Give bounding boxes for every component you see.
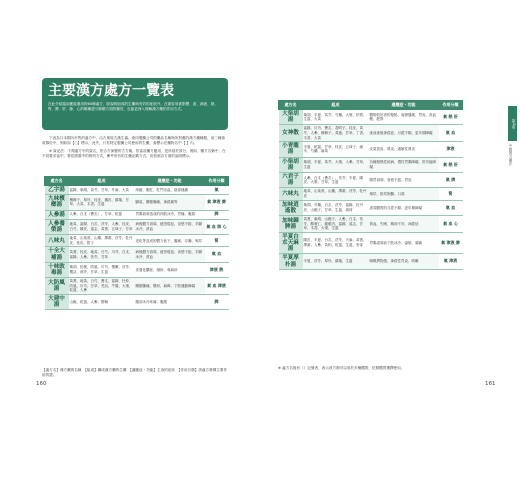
- prescription-name: 小青龍湯: [279, 142, 303, 157]
- prescription-name: 小柴胡湯: [279, 157, 303, 172]
- symptoms-cell: 頻尿、排尿困難、口渴: [369, 188, 439, 200]
- symptoms-cell: 貧血、失眠、精神不安、神經症: [369, 216, 439, 233]
- table-row: [279, 254, 463, 269]
- table-notes: 【處方名】漢方藥的名稱 【組成】構成漢方藥的生藥 【適應症・功能】主治的症狀 【作用分類】該處方發揮主要作用的證。: [42, 368, 228, 377]
- prescription-name: 人參湯: [45, 210, 69, 219]
- table-row: [279, 142, 463, 157]
- page-number: 160: [36, 381, 47, 387]
- table-row: [45, 210, 229, 219]
- effect-cell: 氣 血 心: [439, 216, 463, 233]
- chapter-subtitle: 中醫的方藥法: [509, 144, 513, 166]
- effect-cell: 氣 津液 脾: [205, 195, 229, 210]
- prescription-name: 半夏白朮天麻湯: [279, 232, 303, 254]
- prescription-name: 乙字湯: [45, 186, 69, 195]
- prescription-name: 十全大補湯: [45, 247, 69, 262]
- ingredients-cell: 當歸、柴胡、黃芩、甘草、升麻、大黃: [69, 186, 135, 195]
- ingredients-cell: 柴胡、桔梗、防風、川芎、樸樕、茯苓、獨活、荊芥、甘草、生薑: [69, 262, 135, 277]
- effect-cell: 津液: [439, 142, 463, 157]
- prescription-name: 半夏厚朴湯: [279, 254, 303, 269]
- table-row: [279, 232, 463, 254]
- lead-text: [42, 136, 226, 162]
- symptoms-cell: 體格較好者的便秘、肩膀僵硬、胃炎、高血壓、肥胖: [369, 110, 439, 125]
- left-page: [36, 78, 262, 420]
- ingredients-cell: 柴胡、半夏、黃芩、芍藥、大棗、枳實、生薑、大黃: [303, 110, 369, 125]
- intro-text: 在此介紹臨床應能運用的60種處方，除說明組成的生藥與有效的症狀外，在最容易被影響、虛、津液、熱、腎、脾、肝、肺、心的哪種證分類哪方面的藥效，也能更深入理解漢方藥的作用方式。: [48, 102, 218, 111]
- table-row: [45, 235, 229, 247]
- ingredients-cell: 山椒、乾薑、人參、膠飴: [69, 295, 135, 310]
- effect-cell: 氣 血: [439, 200, 463, 215]
- symptoms-cell: 支氣管炎、鼻炎、過敏性鼻炎: [369, 142, 439, 157]
- symptoms-cell: 痔瘡、脫肛、肛門出血、陰部搔癢: [135, 186, 205, 195]
- header-name: 處方名: [45, 177, 69, 186]
- table-row: [45, 278, 229, 295]
- ingredients-cell: 檳榔子、厚朴、桂皮、橘皮、蘇葉、甘草、大黃、木香、生薑: [69, 195, 135, 210]
- prescription-name: 大建中湯: [45, 295, 69, 310]
- table-row: [279, 110, 463, 125]
- symptoms-cell: 腸胃衰弱、食慾不振、胃炎: [369, 173, 439, 188]
- header-symptoms: 適應症・功能: [135, 177, 205, 186]
- table-row: [45, 186, 229, 195]
- page-title: 主要漢方處方一覽表: [48, 83, 174, 99]
- table-body: [279, 110, 463, 270]
- header-ingredients: 組成: [69, 177, 135, 186]
- prescription-name: 人參養榮湯: [45, 219, 69, 234]
- right-page: [272, 78, 517, 420]
- prescription-name: 九味檳榔湯: [45, 195, 69, 210]
- effect-cell: 氣 脾: [439, 173, 463, 188]
- prescription-name: 大柴胡湯: [279, 110, 303, 125]
- ingredients-cell: 半夏、茯苓、厚朴、蘇葉、生薑: [303, 254, 369, 269]
- ingredients-cell: 人參、白朮（蒼朮）、甘草、乾薑: [69, 210, 135, 219]
- symptoms-cell: 產前產後神經症、月經不順、更年期障礙: [369, 125, 439, 142]
- table-row: [279, 173, 463, 188]
- ingredients-cell: 人參、白朮（蒼朮）、茯苓、半夏、陳皮、大棗、甘草、生薑: [303, 173, 369, 188]
- prescription-name: 加味歸脾湯: [279, 216, 303, 233]
- header-name: 處方名: [279, 101, 303, 110]
- table-header-row: [279, 101, 463, 110]
- effect-cell: 氣 血 肺 心: [205, 219, 229, 234]
- effect-cell: 脾: [205, 295, 229, 310]
- effect-cell: 津液 熱: [205, 262, 229, 277]
- chapter-tab: 第3章: [508, 106, 517, 141]
- prescription-name: 六味丸: [279, 188, 303, 200]
- effect-cell: 氣 津液 脾: [439, 232, 463, 254]
- symptoms-cell: 關節腫痛、變形、麻痺、下肢運動障礙: [135, 278, 205, 295]
- ingredients-cell: 地黃、當歸、白朮、茯苓、人參、桂皮、白芍、陳皮、遠志、黃耆、五味子、甘草: [69, 219, 135, 234]
- prescription-name: 十味敗毒湯: [45, 262, 69, 277]
- table-row: [279, 216, 463, 233]
- symptoms-cell: 老化等造成的體力低下、腰痛、浮腫、頻尿: [135, 235, 205, 247]
- header-symptoms: 適應症・功能: [369, 101, 439, 110]
- symptoms-cell: 各種發熱性疾病、慢性胃腸障礙、肝功能障礙: [369, 157, 439, 172]
- effect-cell: 腎: [205, 235, 229, 247]
- ingredients-cell: 黃耆、桂皮、地黃、白芍、川芎、白朮、當歸、人參、茯苓、甘草: [69, 247, 135, 262]
- prescription-name: 加味逍遙散: [279, 200, 303, 215]
- ingredients-cell: 柴胡、芍藥、白朮、茯苓、當歸、牡丹皮、山梔子、甘草、生薑、薄荷: [303, 200, 369, 215]
- ingredients-cell: 地黃、山茱萸、山藥、澤瀉、茯苓、牡丹皮、桂皮、附子: [69, 235, 135, 247]
- table-header-row: [45, 177, 229, 186]
- ingredients-cell: 柴胡、半夏、黃芩、大棗、人參、甘草、生薑: [303, 157, 369, 172]
- prescription-name: 六君子湯: [279, 173, 303, 188]
- title-box: [42, 78, 228, 130]
- effect-cell: 氣: [205, 186, 229, 195]
- effect-cell: 氣 血: [205, 247, 229, 262]
- header-ingredients: 組成: [303, 101, 369, 110]
- lead-paragraph: 下表為日本國內市售的處方中，由古與原古漢生審、會同製藥公司的藥品名稱與所對應的漢方藥種類，前三種會收錄於中，例如如【○】標示，此外，只有特定製藥公司使用的生藥，會標示在藥物名中【 】內。: [42, 136, 226, 146]
- table-row: [279, 188, 463, 200]
- table-row: [45, 195, 229, 210]
- effect-cell: 腎: [439, 188, 463, 200]
- ingredients-cell: 黃耆、柴胡、山梔子、人參、白朮、茯苓、酸棗仁、龍眼肉、當歸、遠志、甘草、木香、大棗、生薑: [303, 216, 369, 233]
- effect-cell: 氣 血 津液: [205, 278, 229, 295]
- lead-paragraph: ※ 資記法：下劑處方中的資名，依合方演變的古方稱，依當前藥方應用，是所基於該分，例如，藥方名稱中，在不同要求當中，要依照書中的排列方式，參考所有的生藥記載方式，但依照各方面的說明標示。: [42, 148, 226, 159]
- effect-cell: 氣 血: [439, 125, 463, 142]
- effect-cell: 氣 津液: [439, 254, 463, 269]
- symptoms-cell: 病後體力衰弱、疲勞倦怠、食慾不振、手腳冰冷、貧血: [135, 219, 205, 234]
- header-effect: 作用分類: [439, 101, 463, 110]
- table-row: [45, 219, 229, 234]
- symptoms-cell: 虛弱體質的月經不順、更年期障礙: [369, 200, 439, 215]
- table-row: [45, 247, 229, 262]
- symptoms-cell: 咽喉異物感、神經性胃炎、咳嗽: [369, 254, 439, 269]
- prescription-name: 女神散: [279, 125, 303, 142]
- effect-cell: 脾: [205, 210, 229, 219]
- ingredients-cell: 黃耆、地黃、白芍、蒼朮、當歸、杜仲、防風、川芎、甘草、羌活、牛膝、大棗、乾薑、人參: [69, 278, 135, 295]
- symptoms-cell: 皮膚化膿症、濕疹、蕁麻疹: [135, 262, 205, 277]
- page-number: 161: [485, 381, 496, 387]
- symptoms-cell: 腹部冰冷疼痛、腹脹: [135, 295, 205, 310]
- effect-cell: 氣 熱 肝: [439, 157, 463, 172]
- ingredients-cell: 半夏、乾薑、甘草、桂皮、五味子、細辛、芍藥、麻黃: [303, 142, 369, 157]
- symptoms-cell: 腳氣、關節腫痛、神經痛等: [135, 195, 205, 210]
- table-body: [45, 186, 229, 310]
- table-row: [45, 295, 229, 310]
- symptoms-cell: 病後體力衰弱、疲勞倦怠、食慾不振、手腳冰冷、貧血: [135, 247, 205, 262]
- prescription-table: [278, 100, 463, 270]
- symptoms-cell: 胃腸衰弱造成的四肢冰冷、胃痛、腹瀉: [135, 210, 205, 219]
- ingredients-cell: 當歸、川芎、蒼朮、香附子、桂皮、黃芩、人參、檳榔子、黃連、甘草、丁香、木香、大黃: [303, 125, 369, 142]
- prescription-name: 大防風湯: [45, 278, 69, 295]
- symptoms-cell: 胃腸虛弱而下肢冰冷、暈眩、頭痛: [369, 232, 439, 254]
- table-row: [279, 200, 463, 215]
- prescription-table: [44, 176, 229, 310]
- header-effect: 作用分類: [205, 177, 229, 186]
- effect-cell: 氣 熱 肝: [439, 110, 463, 125]
- ingredients-cell: 陳皮、半夏、白朮、茯苓、天麻、黃耆、澤瀉、人參、黃柏、乾薑、生薑、麥芽: [303, 232, 369, 254]
- table-row: [279, 157, 463, 172]
- table-notes: ※ 處方名後有（）記號者，表示該方劑可以用於多種體質，依照體質選擇使用。: [278, 366, 405, 370]
- prescription-name: 八味丸: [45, 235, 69, 247]
- ingredients-cell: 地黃、山茱萸、山藥、澤瀉、茯苓、牡丹皮: [303, 188, 369, 200]
- table-row: [45, 262, 229, 277]
- table-row: [279, 125, 463, 142]
